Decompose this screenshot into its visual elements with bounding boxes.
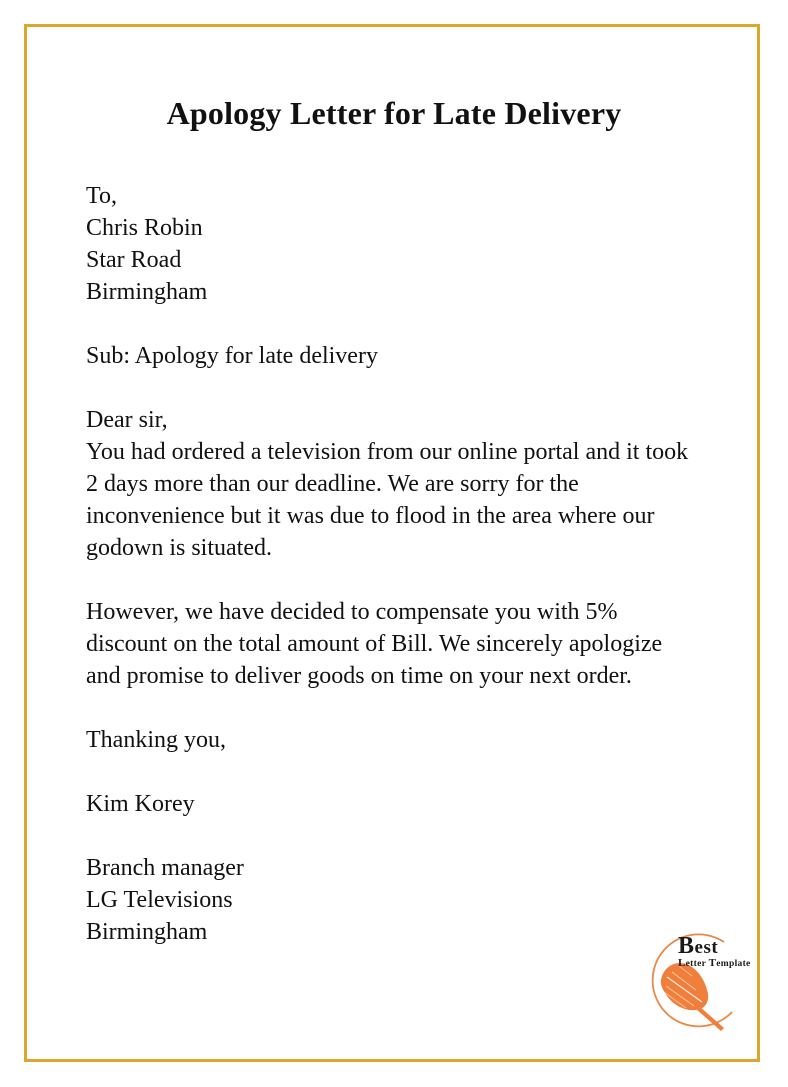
sender-role: Branch manager <box>86 855 244 881</box>
logo-tagline-etter: etter <box>685 959 709 969</box>
closing-block <box>86 724 702 756</box>
logo-brand-initial: B <box>678 933 695 959</box>
salutation-and-paragraph-1-block <box>86 404 702 564</box>
recipient-line-street: Star Road <box>86 247 182 273</box>
logo-tagline-l: L <box>678 957 686 969</box>
sender-details-block <box>86 852 702 948</box>
closing-line: Thanking you, <box>86 727 226 753</box>
salutation: Dear sir, <box>86 407 168 433</box>
subject-line: Sub: Apology for late delivery <box>86 343 378 369</box>
sender-company: LG Televisions <box>86 887 233 913</box>
logo-brand-name <box>678 933 719 959</box>
sender-name: Kim Korey <box>86 791 195 817</box>
sender-city: Birmingham <box>86 919 208 945</box>
logo-tagline-emplate: emplate <box>716 959 751 969</box>
logo-tagline-t: T <box>708 957 717 969</box>
body-paragraph-2: However, we have decided to compensate you with 5% discount on the total amount of Bill. We sincerely apologize and promise to deliver goods on time on your next order. <box>86 599 663 689</box>
logo-brand-rest: est <box>694 937 719 958</box>
feather-quill-icon <box>661 963 724 1031</box>
subject-block <box>86 340 702 372</box>
signature-name-block <box>86 788 702 820</box>
recipient-address-block <box>86 180 702 308</box>
body-paragraph-1: You had ordered a television from our online portal and it took 2 days more than our deadline. We are sorry for the inconvenience but it was due to flood in the area where our godown is situated. <box>86 439 689 561</box>
brand-logo <box>636 928 751 1036</box>
paragraph-2-block <box>86 596 702 692</box>
letter-body <box>86 180 702 948</box>
logo-brand-tagline <box>678 958 751 970</box>
recipient-line-to: To, <box>86 183 117 209</box>
recipient-line-name: Chris Robin <box>86 215 203 241</box>
page-title: Apology Letter for Late Delivery <box>166 95 622 131</box>
recipient-line-city: Birmingham <box>86 279 208 305</box>
